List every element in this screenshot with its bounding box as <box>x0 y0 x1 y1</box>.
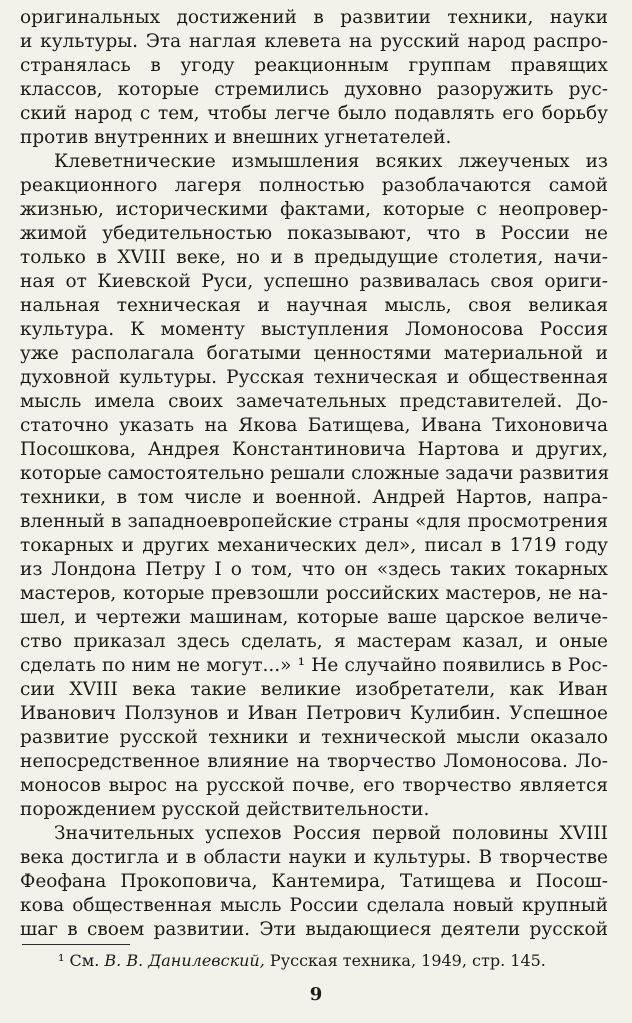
footnote-marker: ¹ <box>58 951 65 970</box>
text-line: развитие русской техники и технической мысли оказало <box>20 727 608 748</box>
text-line: токарных и других механических дел», писал в 1719 году <box>20 535 608 556</box>
text-line: ная от Киевской Руси, успешно развивалась своя ориги- <box>20 271 608 292</box>
text-line: мастеров, которые превзошли российских мастеров, не на- <box>20 583 608 604</box>
text-line: которые самостоятельно решали сложные задачи развития <box>20 463 610 484</box>
text-line: культура. К моменту выступления Ломоносова Россия <box>20 319 608 340</box>
footnote-author: В. В. Данилевский, <box>104 951 265 970</box>
footnote <box>58 951 610 971</box>
text-line: только в XVIII веке, но и в предыдущие столетия, начи- <box>20 247 608 268</box>
text-line: уже располагала богатыми ценностями материальной и <box>20 343 608 364</box>
footnote-rule <box>22 944 130 945</box>
text-line: нальная техническая и научная мысль, своя великая <box>20 295 608 316</box>
text-line: из Лондона Петру I о том, что он «здесь таких токарных <box>20 559 608 580</box>
text-line: и культуры. Эта наглая клевета на русский народ распро- <box>20 31 608 52</box>
text-line: шаг в своем развитии. Эти выдающиеся деятели русской <box>20 919 608 940</box>
footnote-prefix: См. <box>69 951 100 970</box>
text-line: духовной культуры. Русская техническая и общественная <box>20 367 608 388</box>
page-number: 9 <box>309 984 323 1005</box>
text-line: кова общественная мысль России сделала новый крупный <box>20 895 608 916</box>
text-line: ский народ с тем, чтобы легче было подавлять его борьбу <box>20 103 608 124</box>
text-line: ство приказал здесь сделать, я мастерам казал, и оные <box>20 631 608 652</box>
text-line: сделать по ним не могут...» ¹ Не случайно появились в Рос- <box>20 655 608 676</box>
text-line: Клеветнические измышления всяких лжеученых из <box>54 151 608 172</box>
text-line: жизнью, историческими фактами, которые с неопровер- <box>20 199 608 220</box>
text-line: порождением русской действительности. <box>20 799 430 820</box>
text-line: техники, в том числе и военной. Андрей Нартов, напра- <box>20 487 608 508</box>
text-line: странялась в угоду реакционным группам правящих <box>20 55 608 76</box>
footnote-source: Русская техника, <box>269 951 417 970</box>
text-line: Посошкова, Андрея Константиновича Нартова и других, <box>20 439 608 460</box>
text-line: шел, и чертежи машинам, которые ваше царское величе- <box>20 607 608 628</box>
text-line: мысль имела своих замечательных представителей. До- <box>20 391 608 412</box>
text-line: Значительных успехов Россия первой половины XVIII <box>54 823 608 844</box>
text-line: моносов вырос на русской почве, его творчество является <box>20 775 608 796</box>
text-line: статочно указать на Якова Батищева, Ивана Тихоновича <box>20 415 608 436</box>
text-line: оригинальных достижений в развитии техники, науки <box>20 7 608 28</box>
text-line: Иванович Ползунов и Иван Петрович Кулибин. Успешное <box>20 703 608 724</box>
text-line: классов, которые стремились духовно разоружить рус- <box>20 79 608 100</box>
footnote-year-page: 1949, стр. 145. <box>421 951 546 970</box>
text-line: сии XVIII века такие великие изобретатели, как Иван <box>20 679 608 700</box>
text-line: века достигла и в области науки и культуры. В творчестве <box>20 847 608 868</box>
text-line: реакционного лагеря полностью разоблачаются самой <box>20 175 608 196</box>
text-line: непосредственное влияние на творчество Ломоносова. Ло- <box>20 751 608 772</box>
text-line: против внутренних и внешних угнетателей. <box>20 127 452 148</box>
text-line: Феофана Прокоповича, Кантемира, Татищева и Посош- <box>20 871 608 892</box>
text-line: жимой убедительностью показывают, что в России не <box>20 223 608 244</box>
text-line: вленный в западноевропейские страны «для просмотрения <box>20 511 608 532</box>
